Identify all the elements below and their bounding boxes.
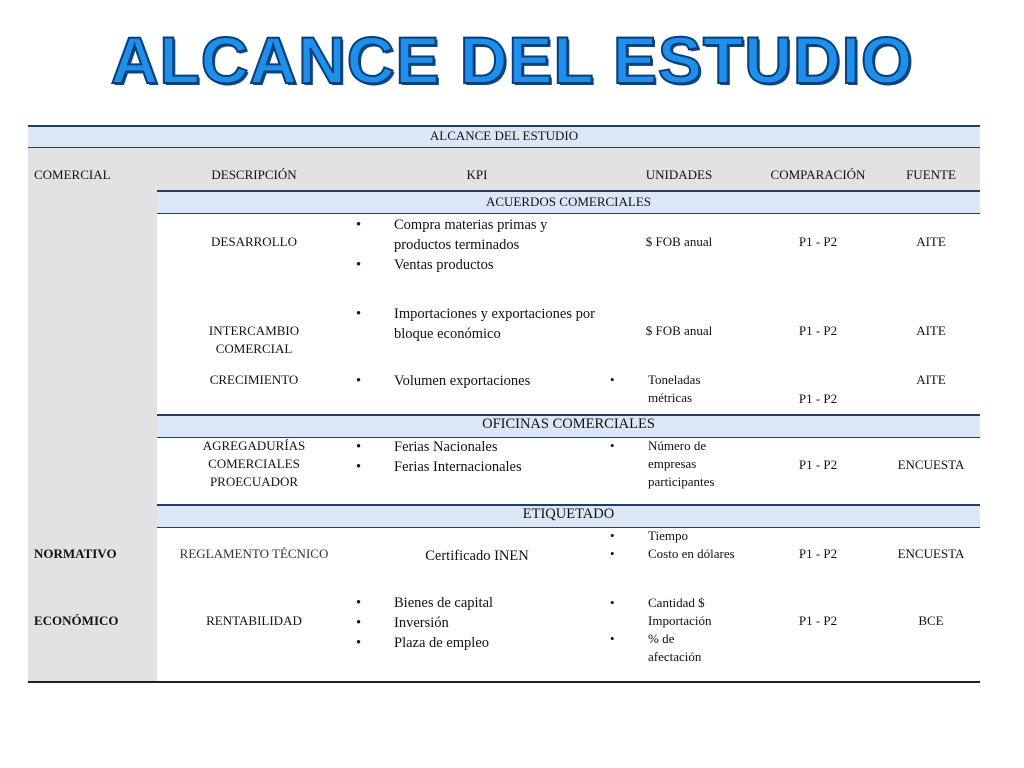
desc-line: COMERCIAL [215,341,293,356]
desc-crecimiento: CRECIMIENTO [209,372,299,387]
unit-item: • Toneladas métricas [610,371,720,407]
unit-list-reglamento [610,527,740,563]
source-reglamento: ENCUESTA [897,546,965,561]
desc-desarrollo: DESARROLLO [211,234,297,249]
header-kpi: KPI [466,167,488,182]
source-crecimiento: AITE [916,372,946,387]
unit-list-crecimiento [610,371,720,407]
comp-desarrollo: P1 - P2 [798,234,838,249]
scope-table [28,125,980,683]
table-bottom-rule [28,681,980,683]
kpi-item: • Ventas productos [356,255,596,275]
unit-item: • Tiempo [610,527,740,545]
kpi-item: • Compra materias primas y productos terminados [356,215,596,255]
comp-agregadurias: P1 - P2 [798,457,838,472]
source-intercambio: AITE [916,323,946,338]
desc-line: COMERCIALES [208,456,300,471]
unit-list-agregadurias [610,437,720,491]
desc-rentabilidad: RENTABILIDAD [206,613,302,628]
kpi-item: • Ferias Nacionales [356,437,596,457]
desc-reglamento: REGLAMENTO TÉCNICO [179,546,329,561]
kpi-reglamento: Certificado INEN [425,548,529,564]
unit-item: • Cantidad $ Importación [610,594,720,630]
comp-crecimiento: P1 - P2 [798,391,838,406]
source-rentabilidad: BCE [918,613,944,628]
header-comercial: COMERCIAL [34,167,111,182]
kpi-item: • Importaciones y exportaciones por bloque económico [356,304,596,344]
table-caption: ALCANCE DEL ESTUDIO [429,128,579,143]
unit-item: • Costo en dólares [610,545,740,563]
desc-line: INTERCAMBIO [208,323,300,338]
category-normativo: NORMATIVO [34,546,117,561]
comp-rentabilidad: P1 - P2 [798,613,838,628]
kpi-list-agregadurias [356,437,596,477]
section-etiquetado: ETIQUETADO [522,506,615,522]
page-title: ALCANCE DEL ESTUDIO [110,23,914,97]
section-oficinas: OFICINAS COMERCIALES [482,416,655,432]
unit-list-rentabilidad [610,594,720,666]
category-column [28,191,157,682]
kpi-list-desarrollo [356,215,596,275]
kpi-list-rentabilidad [356,593,596,653]
header-comparacion: COMPARACIÓN [770,167,866,182]
kpi-item: • Volumen exportaciones [356,371,596,391]
header-unidades: UNIDADES [645,167,713,182]
unit-desarrollo: $ FOB anual [645,234,713,249]
kpi-item: • Bienes de capital [356,593,596,613]
desc-line: AGREGADURÍAS [202,438,306,453]
kpi-item: • Plaza de empleo [356,633,596,653]
unit-item: • % de afectación [610,630,720,666]
comp-intercambio: P1 - P2 [798,323,838,338]
unit-intercambio: $ FOB anual [645,323,713,338]
kpi-item: • Inversión [356,613,596,633]
unit-item: • Número de empresas participantes [610,437,720,491]
header-descripcion: DESCRIPCIÓN [211,167,297,182]
desc-agregadurias [158,437,350,491]
comp-reglamento: P1 - P2 [798,546,838,561]
source-agregadurias: ENCUESTA [897,457,965,472]
kpi-list-intercambio [356,304,596,344]
kpi-list-crecimiento [356,371,596,391]
category-economico: ECONÓMICO [34,613,119,628]
section-acuerdos: ACUERDOS COMERCIALES [485,194,652,209]
desc-intercambio [158,322,350,358]
header-fuente: FUENTE [906,167,956,182]
desc-line: PROECUADOR [209,474,299,489]
kpi-item: • Ferias Internacionales [356,457,596,477]
source-desarrollo: AITE [916,234,946,249]
